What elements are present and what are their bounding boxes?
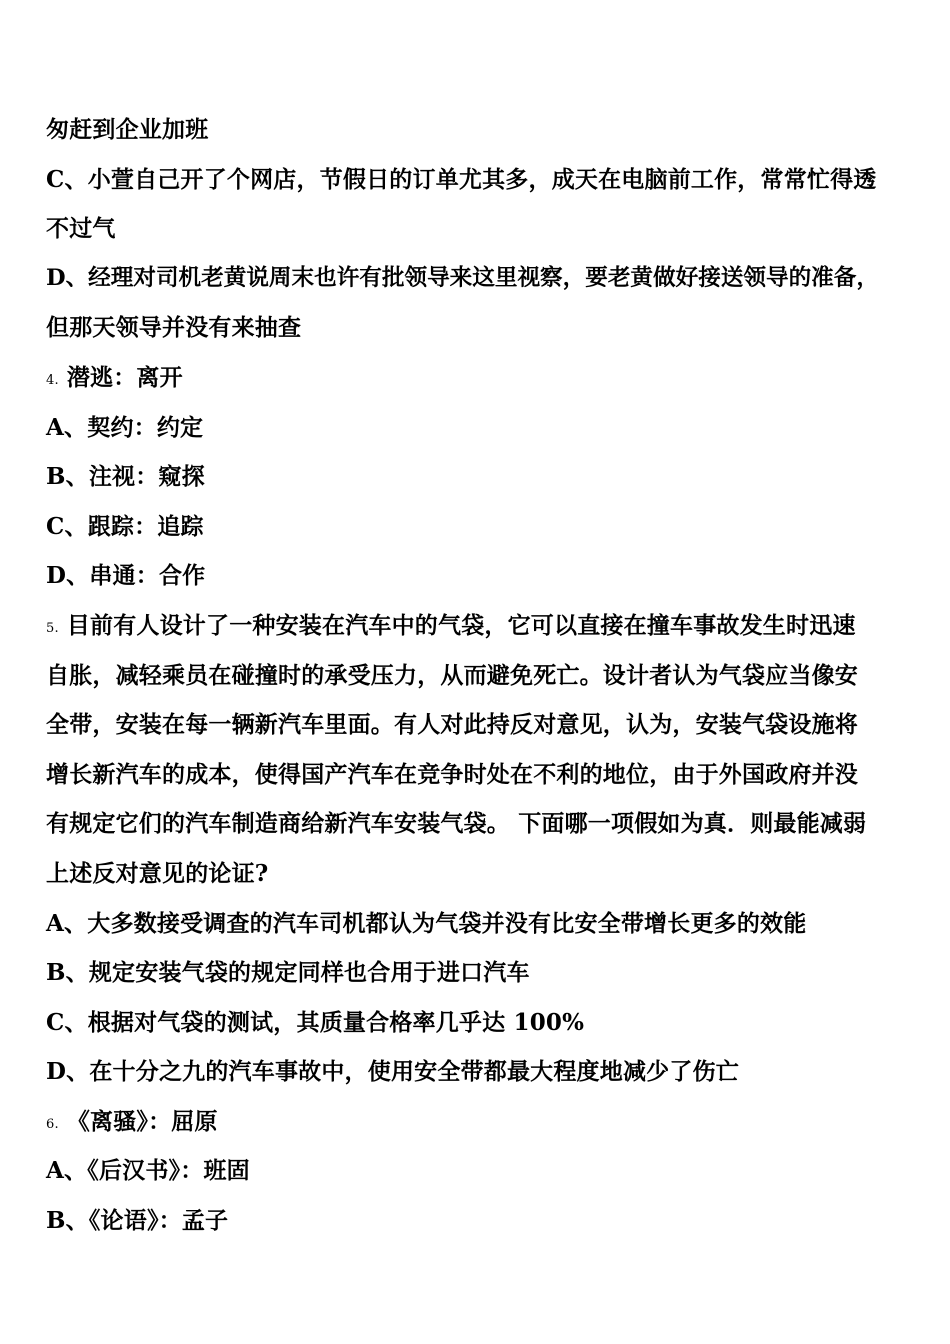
question-number: 4. [46, 372, 59, 388]
option-c-line-2: 不过气 [46, 215, 116, 243]
question-5 [46, 601, 926, 651]
option-a: A、《后汉书》：班固 [46, 1157, 250, 1185]
option-d: D、串通：合作 [46, 562, 206, 590]
question-text-line: 自胀，减轻乘员在碰撞时的承受压力，从而避免死亡。设计者认为气袋应当像安 [46, 661, 858, 689]
question-text: 《离骚》：屈原 [66, 1107, 218, 1135]
option-a: A、大多数接受调查的汽车司机都认为气袋并没有比安全带增长更多的效能 [46, 909, 807, 937]
question-text: 目前有人设计了一种安装在汽车中的气袋，它可以直接在撞车事故发生时迅速 [66, 611, 856, 639]
question-text-line: 有规定它们的汽车制造商给新汽车安装气袋。 下面哪一项假如为真．则最能减弱 [46, 810, 867, 838]
question-number: 6. [46, 1116, 59, 1132]
option-d-line-1: D、经理对司机老黄说周末也许有批领导来这里视察，要老黄做好接送领导的准备， [46, 264, 879, 291]
option-b: B、规定安装气袋的规定同样也合用于进口汽车 [46, 959, 530, 987]
question-6 [46, 1097, 926, 1147]
text-line: 匆赶到企业加班 [46, 116, 209, 143]
question-text: 潜逃：离开 [66, 363, 183, 391]
document-page [46, 105, 926, 1246]
option-d: D、在十分之九的汽车事故中，使用安全带都最大程度地减少了伤亡 [46, 1058, 739, 1086]
question-number: 5. [46, 620, 59, 636]
question-text-line: 全带，安装在每一辆新汽车里面。有人对此持反对意见，认为，安装气袋设施将 [46, 711, 858, 739]
option-d-line-2: 但那天领导并没有来抽查 [46, 314, 302, 342]
question-4 [46, 353, 926, 403]
option-c-line-1: C、小萱自己开了个网店，节假日的订单尤其多，成天在电脑前工作，常常忙得透 [46, 165, 877, 193]
option-c: C、根据对气袋的测试，其质量合格率几乎达 100% [46, 1008, 585, 1036]
option-b: B、注视：窥探 [46, 463, 205, 491]
option-b: B、《论语》：孟子 [46, 1207, 229, 1235]
question-text-line: 增长新汽车的成本，使得国产汽车在竞争时处在不利的地位，由于外国政府并没 [46, 760, 858, 788]
question-text-line: 上述反对意见的论证? [46, 859, 269, 887]
option-a: A、契约：约定 [46, 413, 204, 441]
option-c: C、跟踪：追踪 [46, 512, 204, 540]
